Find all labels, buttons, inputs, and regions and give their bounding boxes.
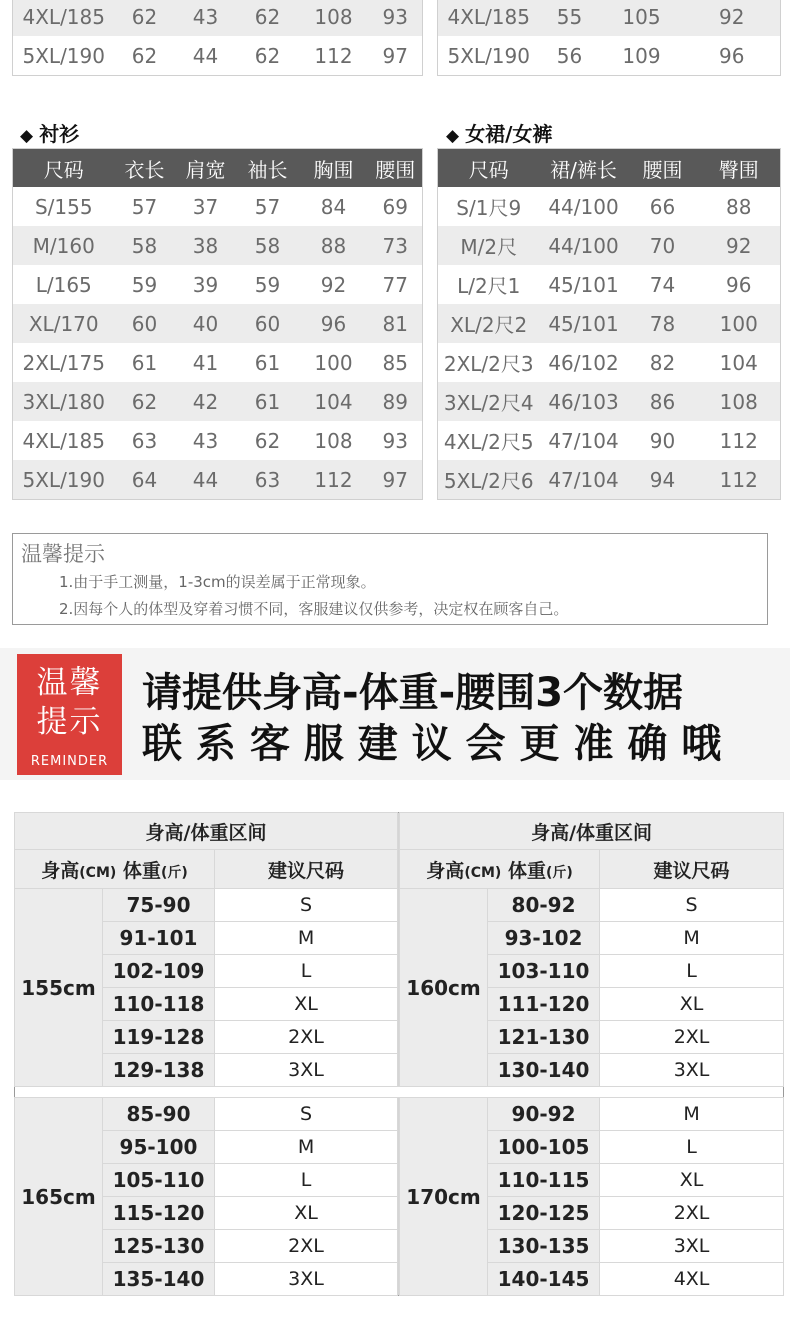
table-cell: 92 <box>684 0 781 36</box>
table-header-cell: 尺码 <box>438 149 540 188</box>
table-cell: 88 <box>698 187 781 226</box>
weight-row <box>15 889 784 922</box>
table-row <box>13 226 423 265</box>
table-header-cell: 臀围 <box>698 149 781 188</box>
height-label: 身高 <box>41 859 80 882</box>
table-cell: 45/101 <box>540 265 628 304</box>
table-cell: 46/103 <box>540 382 628 421</box>
table-row <box>13 0 423 36</box>
table-cell: 4XL/185 <box>13 421 115 460</box>
weight-cell: 103-110 <box>488 955 600 988</box>
table-cell: 108 <box>698 382 781 421</box>
weight-cell: 80-92 <box>488 889 600 922</box>
weight-row <box>15 1098 784 1131</box>
table-cell: 5XL/2尺6 <box>438 460 540 500</box>
weight-cell: 102-109 <box>103 955 215 988</box>
weight-cell: 110-115 <box>488 1164 600 1197</box>
table-header-cell: 腰围 <box>369 149 423 188</box>
tips-title: 温馨提示 <box>21 542 105 566</box>
weight-label: 体重 <box>122 859 161 882</box>
table-cell: 62 <box>115 36 175 76</box>
table-header-cell: 袖长 <box>237 149 299 188</box>
weight-cell: 129-138 <box>103 1054 215 1087</box>
height-weight-table <box>14 812 784 1296</box>
table-cell: 38 <box>175 226 237 265</box>
table-cell: 5XL/190 <box>13 36 115 76</box>
reminder-text-line1: 请提供身高-体重-腰围3个数据 <box>142 670 684 716</box>
weight-cell: 100-105 <box>488 1131 600 1164</box>
block-gap <box>15 1087 784 1098</box>
table-cell: L/165 <box>13 265 115 304</box>
table-cell: 77 <box>369 265 423 304</box>
height-unit: (CM) <box>464 864 502 881</box>
weight-unit: (斤) <box>160 864 188 881</box>
table-header-cell: 肩宽 <box>175 149 237 188</box>
table-cell: 62 <box>115 382 175 421</box>
table-cell: 56 <box>540 36 600 76</box>
table-row <box>13 343 423 382</box>
size-cell: 2XL <box>215 1021 398 1054</box>
table-cell: 43 <box>175 421 237 460</box>
table-row <box>438 304 781 343</box>
table-cell: 61 <box>237 343 299 382</box>
shirt-size-table <box>12 148 423 500</box>
table-cell: 59 <box>237 265 299 304</box>
table-cell: 70 <box>628 226 698 265</box>
table-cell: 62 <box>237 421 299 460</box>
table-cell: 2XL/2尺3 <box>438 343 540 382</box>
table-row <box>438 265 781 304</box>
table-cell: M/160 <box>13 226 115 265</box>
height-cell: 170cm <box>400 1098 488 1296</box>
weight-cell: 115-120 <box>103 1197 215 1230</box>
size-cell: 2XL <box>600 1197 784 1230</box>
table-row <box>13 460 423 500</box>
table-cell: 47/104 <box>540 460 628 500</box>
height-cell: 155cm <box>15 889 103 1087</box>
weight-header-row <box>15 813 784 850</box>
table-cell: 112 <box>698 421 781 460</box>
table-cell: 109 <box>600 36 684 76</box>
table-cell: 104 <box>698 343 781 382</box>
table-cell: 97 <box>369 36 423 76</box>
table-cell: 93 <box>369 0 423 36</box>
table-cell: 93 <box>369 421 423 460</box>
table-cell: S/1尺9 <box>438 187 540 226</box>
table-row <box>13 36 423 76</box>
table-cell: 62 <box>237 36 299 76</box>
table-row <box>438 226 781 265</box>
shirt-section-title: ◆ 衬衫 <box>20 122 80 146</box>
table-row <box>438 187 781 226</box>
table-cell: 66 <box>628 187 698 226</box>
size-cell: XL <box>215 1197 398 1230</box>
table-cell: 86 <box>628 382 698 421</box>
weight-cell: 91-101 <box>103 922 215 955</box>
reminder-badge-line1: 温馨 <box>36 665 103 701</box>
table-header-cell: 裙/裤长 <box>540 149 628 188</box>
table-cell: 74 <box>628 265 698 304</box>
size-cell: L <box>600 955 784 988</box>
table-cell: 47/104 <box>540 421 628 460</box>
table-row <box>438 0 781 36</box>
reminder-text-line2: 联 系 客 服 建 议 会 更 准 确 哦 <box>142 721 722 767</box>
table-row <box>13 304 423 343</box>
size-cell: 3XL <box>215 1263 398 1296</box>
size-cell: XL <box>215 988 398 1021</box>
table-cell: 108 <box>299 0 369 36</box>
table-cell: 40 <box>175 304 237 343</box>
size-cell: L <box>600 1131 784 1164</box>
size-cell: XL <box>600 1164 784 1197</box>
size-header: 建议尺码 <box>600 850 784 889</box>
table-cell: 78 <box>628 304 698 343</box>
weight-cell: 85-90 <box>103 1098 215 1131</box>
table-row <box>13 421 423 460</box>
table-cell: 3XL/180 <box>13 382 115 421</box>
weight-cell: 105-110 <box>103 1164 215 1197</box>
table-cell: 41 <box>175 343 237 382</box>
table-cell: 61 <box>237 382 299 421</box>
reminder-badge-line2: 提示 <box>36 704 103 740</box>
table-cell: 89 <box>369 382 423 421</box>
size-cell: L <box>215 1164 398 1197</box>
table-cell: 84 <box>299 187 369 226</box>
table-cell: 73 <box>369 226 423 265</box>
table-cell: 96 <box>299 304 369 343</box>
size-cell: XL <box>600 988 784 1021</box>
top-right-partial-table <box>437 0 781 76</box>
table-cell: 60 <box>237 304 299 343</box>
table-cell: 57 <box>115 187 175 226</box>
table-cell: 58 <box>237 226 299 265</box>
table-header-cell: 腰围 <box>628 149 698 188</box>
table-cell: 112 <box>299 460 369 500</box>
table-header-cell: 衣长 <box>115 149 175 188</box>
table-cell: 62 <box>115 0 175 36</box>
table-cell: 85 <box>369 343 423 382</box>
table-cell: 4XL/185 <box>13 0 115 36</box>
skirt-section-title: ◆ 女裙/女裤 <box>446 122 553 146</box>
weight-cell: 130-135 <box>488 1230 600 1263</box>
reminder-badge <box>17 654 122 752</box>
table-header-cell: 胸围 <box>299 149 369 188</box>
table-cell: 104 <box>299 382 369 421</box>
weight-header-row <box>15 850 784 889</box>
table-row <box>13 265 423 304</box>
table-cell: 5XL/190 <box>13 460 115 500</box>
table-row <box>438 382 781 421</box>
size-cell: M <box>215 922 398 955</box>
size-cell: 3XL <box>600 1054 784 1087</box>
table-cell: 97 <box>369 460 423 500</box>
size-cell: L <box>215 955 398 988</box>
size-cell: M <box>600 1098 784 1131</box>
reminder-badge-en: REMINDER <box>17 752 122 772</box>
size-cell: 3XL <box>600 1230 784 1263</box>
skirt-size-table <box>437 148 781 500</box>
table-cell: 4XL/2尺5 <box>438 421 540 460</box>
table-cell: S/155 <box>13 187 115 226</box>
table-cell: 42 <box>175 382 237 421</box>
table-cell: L/2尺1 <box>438 265 540 304</box>
table-cell: 57 <box>237 187 299 226</box>
weight-cell: 125-130 <box>103 1230 215 1263</box>
table-cell: 64 <box>115 460 175 500</box>
weight-cell: 130-140 <box>488 1054 600 1087</box>
table-header-cell: 尺码 <box>13 149 115 188</box>
size-cell: S <box>215 1098 398 1131</box>
weight-unit: (斤) <box>545 864 573 881</box>
size-cell: M <box>215 1131 398 1164</box>
height-unit: (CM) <box>79 864 117 881</box>
table-cell: 46/102 <box>540 343 628 382</box>
size-cell: M <box>600 922 784 955</box>
table-cell: 44/100 <box>540 187 628 226</box>
table-cell: 43 <box>175 0 237 36</box>
diamond-icon: ◆ <box>446 126 460 146</box>
reminder-badge-underline <box>17 772 122 775</box>
block-gap-cell <box>15 1087 784 1098</box>
table-cell: M/2尺 <box>438 226 540 265</box>
table-row <box>438 343 781 382</box>
table-cell: 100 <box>698 304 781 343</box>
table-cell: 44/100 <box>540 226 628 265</box>
weight-cell: 111-120 <box>488 988 600 1021</box>
table-cell: 96 <box>698 265 781 304</box>
table-cell: 2XL/175 <box>13 343 115 382</box>
table-cell: 59 <box>115 265 175 304</box>
diamond-icon: ◆ <box>20 126 34 146</box>
size-cell: S <box>215 889 398 922</box>
weight-cell: 95-100 <box>103 1131 215 1164</box>
tips-box <box>12 533 768 625</box>
table-row <box>13 187 423 226</box>
table-cell: 105 <box>600 0 684 36</box>
table-cell: 112 <box>698 460 781 500</box>
height-weight-header <box>400 850 600 889</box>
table-cell: 45/101 <box>540 304 628 343</box>
table-cell: 92 <box>698 226 781 265</box>
table-cell: 81 <box>369 304 423 343</box>
table-row <box>438 421 781 460</box>
table-cell: 92 <box>299 265 369 304</box>
table-cell: 60 <box>115 304 175 343</box>
table-cell: 37 <box>175 187 237 226</box>
table-row <box>438 460 781 500</box>
table-cell: 61 <box>115 343 175 382</box>
weight-label: 体重 <box>507 859 546 882</box>
size-cell: 4XL <box>600 1263 784 1296</box>
group-title: 身高/体重区间 <box>15 813 398 850</box>
weight-cell: 140-145 <box>488 1263 600 1296</box>
table-cell: 3XL/2尺4 <box>438 382 540 421</box>
table-cell: 62 <box>237 0 299 36</box>
table-cell: 58 <box>115 226 175 265</box>
table-cell: 63 <box>115 421 175 460</box>
weight-cell: 135-140 <box>103 1263 215 1296</box>
height-label: 身高 <box>426 859 465 882</box>
group-title: 身高/体重区间 <box>400 813 784 850</box>
table-cell: XL/170 <box>13 304 115 343</box>
table-row <box>438 36 781 76</box>
tips-line-2: 2.因每个人的体型及穿着习惯不同，客服建议仅供参考，决定权在顾客自己。 <box>59 600 569 618</box>
table-cell: 39 <box>175 265 237 304</box>
table-cell: 112 <box>299 36 369 76</box>
table-cell: 108 <box>299 421 369 460</box>
table-cell: 5XL/190 <box>438 36 540 76</box>
height-weight-header <box>15 850 215 889</box>
table-cell: 44 <box>175 36 237 76</box>
weight-cell: 119-128 <box>103 1021 215 1054</box>
size-cell: 3XL <box>215 1054 398 1087</box>
table-cell: 69 <box>369 187 423 226</box>
table-cell: 63 <box>237 460 299 500</box>
weight-cell: 93-102 <box>488 922 600 955</box>
table-cell: 100 <box>299 343 369 382</box>
table-cell: 55 <box>540 0 600 36</box>
size-header: 建议尺码 <box>215 850 398 889</box>
table-cell: 96 <box>684 36 781 76</box>
table-cell: 94 <box>628 460 698 500</box>
table-cell: 82 <box>628 343 698 382</box>
height-cell: 160cm <box>400 889 488 1087</box>
weight-cell: 75-90 <box>103 889 215 922</box>
table-cell: 90 <box>628 421 698 460</box>
tips-line-1: 1.由于手工测量，1-3cm的误差属于正常现象。 <box>59 573 376 591</box>
weight-cell: 90-92 <box>488 1098 600 1131</box>
height-cell: 165cm <box>15 1098 103 1296</box>
table-cell: XL/2尺2 <box>438 304 540 343</box>
weight-cell: 121-130 <box>488 1021 600 1054</box>
top-left-partial-table <box>12 0 423 76</box>
weight-cell: 120-125 <box>488 1197 600 1230</box>
table-cell: 4XL/185 <box>438 0 540 36</box>
size-cell: S <box>600 889 784 922</box>
table-row <box>13 382 423 421</box>
table-cell: 88 <box>299 226 369 265</box>
size-cell: 2XL <box>600 1021 784 1054</box>
weight-cell: 110-118 <box>103 988 215 1021</box>
table-cell: 44 <box>175 460 237 500</box>
size-cell: 2XL <box>215 1230 398 1263</box>
